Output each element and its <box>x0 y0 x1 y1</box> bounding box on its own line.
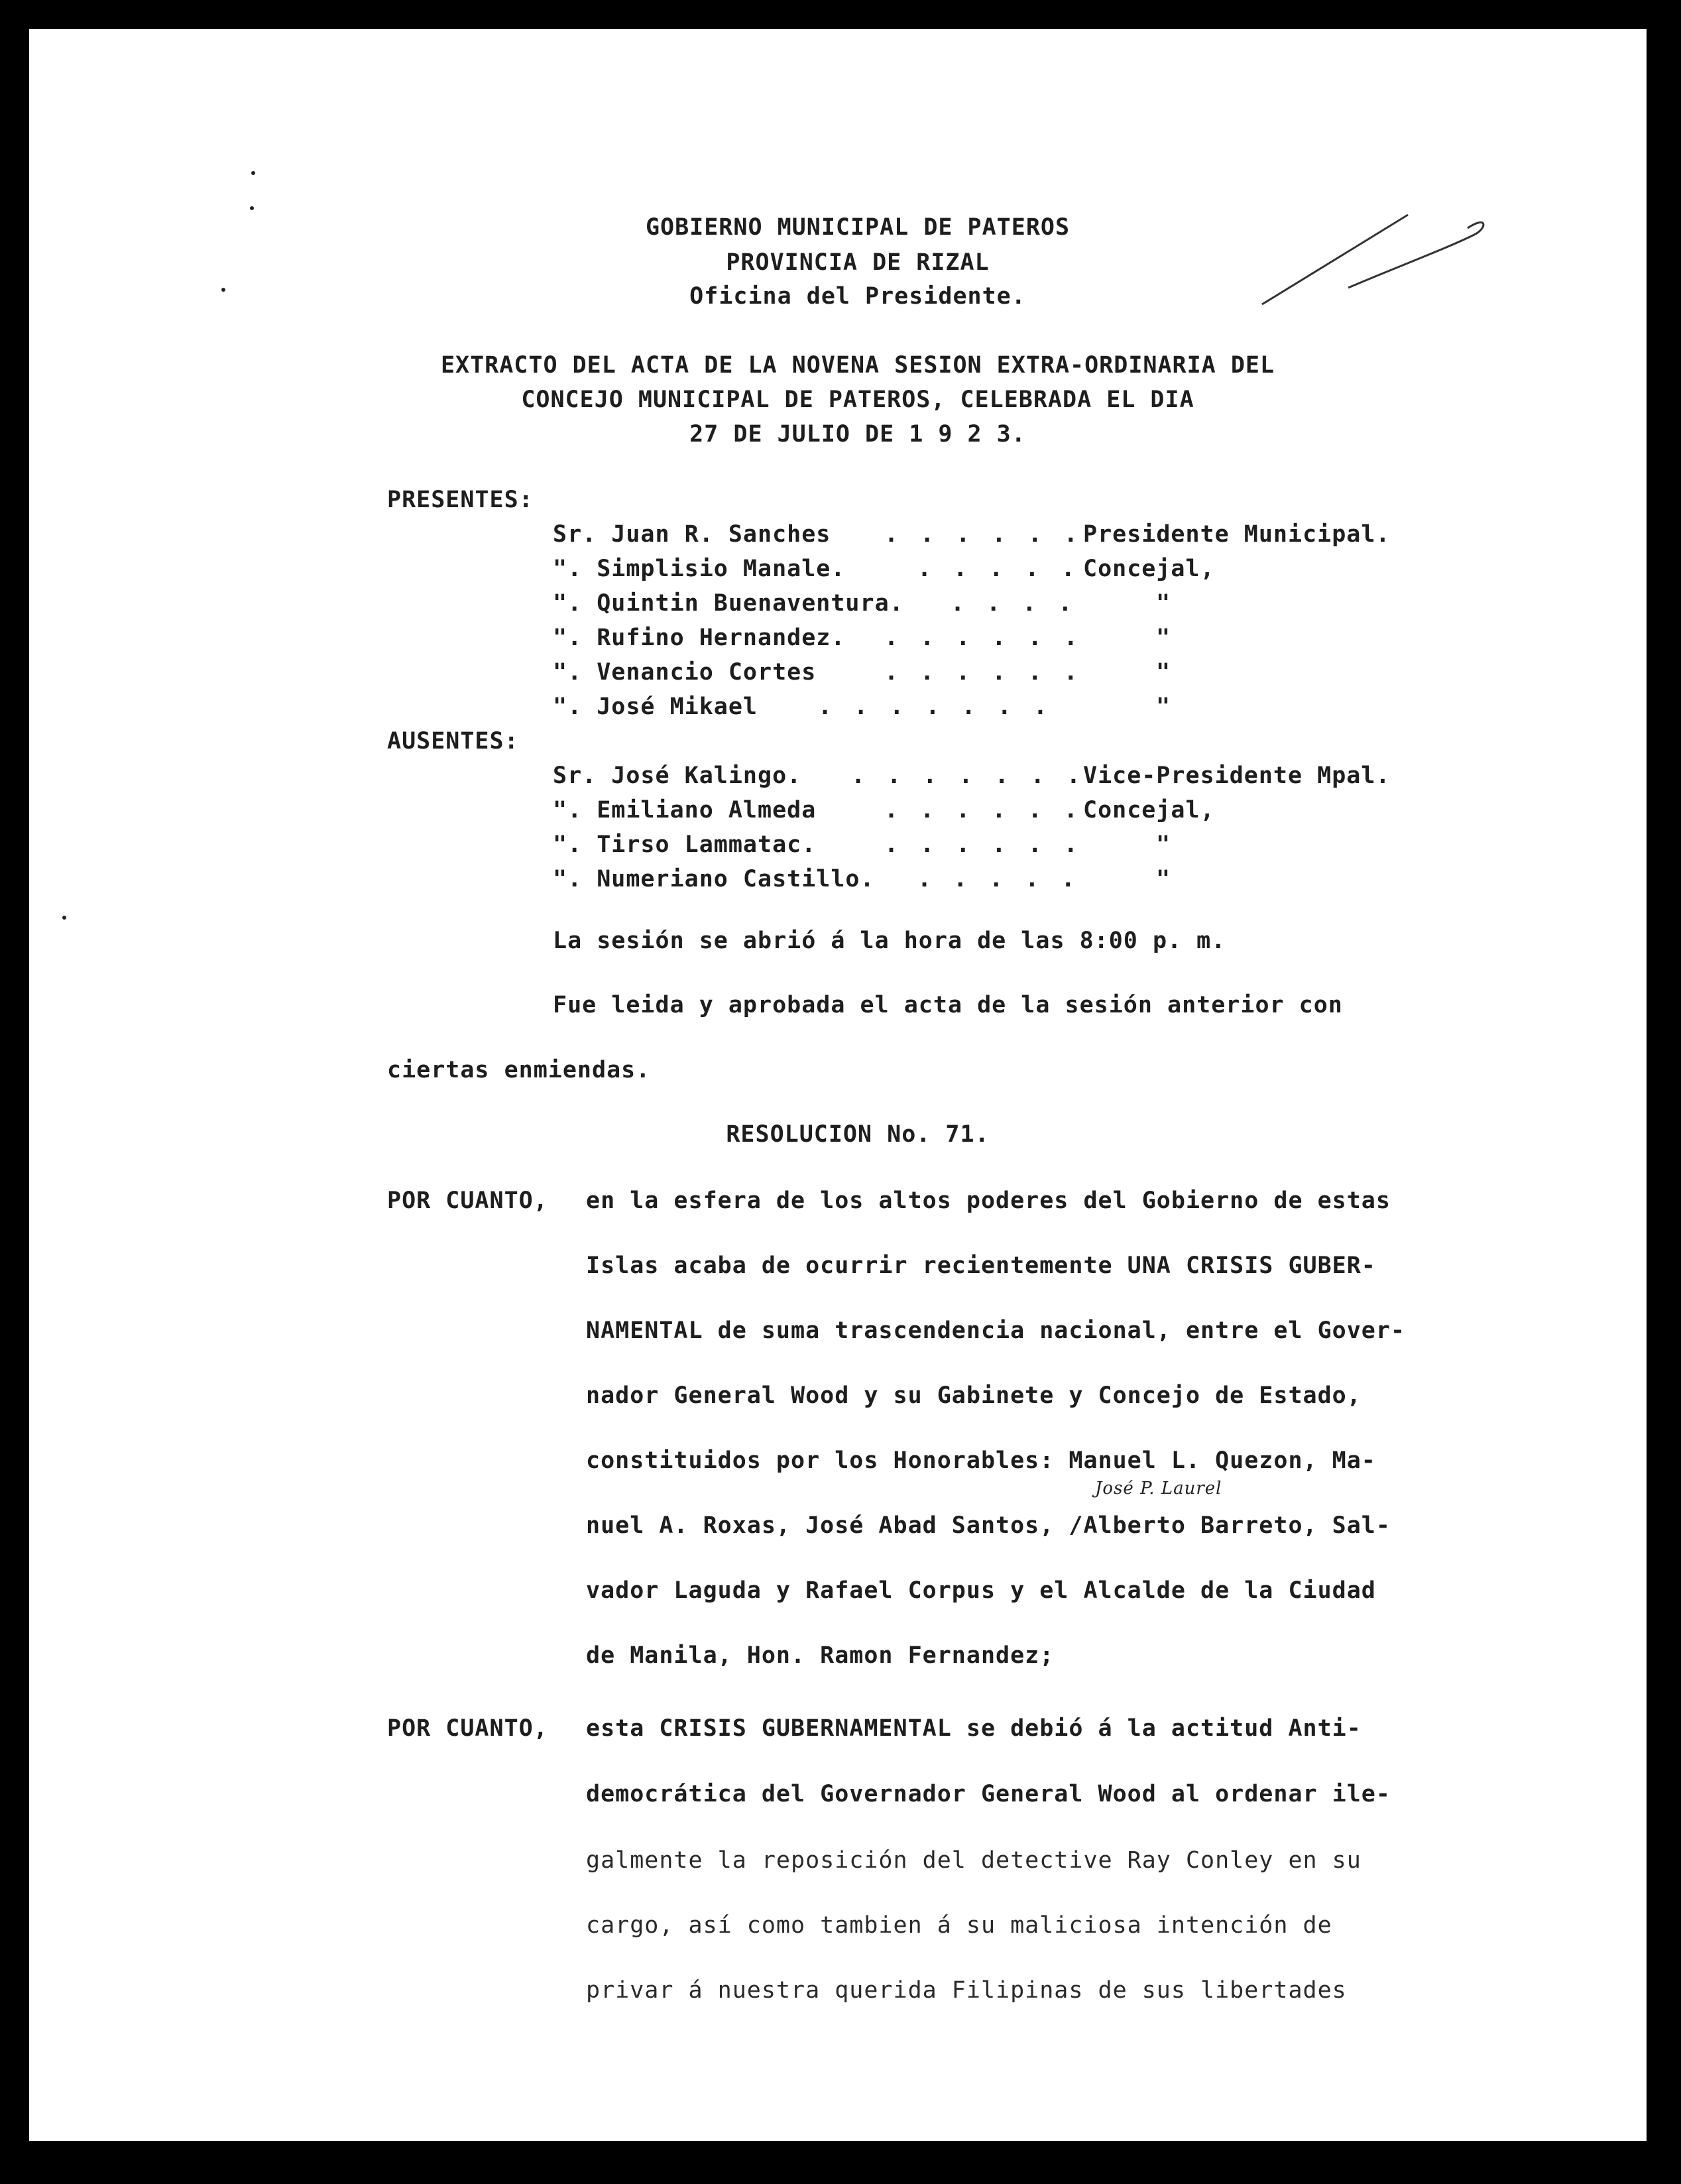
ink-speck <box>62 916 66 920</box>
resolution-number: RESOLUCION No. 71. <box>726 1121 990 1148</box>
member-role: Concejal, <box>1083 797 1215 823</box>
member-role: Presidente Municipal. <box>1083 521 1391 548</box>
whereas-line: de Manila, Hon. Ramon Fernandez; <box>586 1642 1055 1669</box>
handwritten-insert: José P. Laurel <box>1095 1479 1222 1498</box>
whereas-label: POR CUANTO, <box>387 1715 548 1742</box>
member-role: " <box>1156 590 1171 617</box>
whereas-line: vador Laguda y Rafael Corpus y el Alcalde de la Ciudad <box>586 1577 1376 1604</box>
leader-dots: . . . . . <box>917 556 1079 582</box>
member-name: ". Simplisio Manale. <box>553 556 846 582</box>
header-line-3: Oficina del Presidente. <box>689 283 1026 310</box>
member-name: ". José Mikael <box>553 694 758 720</box>
member-role: " <box>1156 694 1171 720</box>
member-name: ". Quintin Buenaventura. <box>553 590 904 617</box>
title-line-1: EXTRACTO DEL ACTA DE LA NOVENA SESION EXTRA-ORDINARIA DEL <box>440 352 1275 379</box>
ink-speck <box>221 288 225 292</box>
leader-dots: . . . . . . <box>884 659 1082 686</box>
whereas-line: constituidos por los Honorables: Manuel L. Quezon, Ma- <box>586 1447 1376 1474</box>
whereas-line: nuel A. Roxas, José Abad Santos, /Alberto Barreto, Sal- <box>586 1512 1391 1539</box>
ausentes-label: AUSENTES: <box>387 728 519 755</box>
leader-dots: . . . . . . <box>884 521 1082 548</box>
member-name: ". Numeriano Castillo. <box>553 866 875 892</box>
leader-dots: . . . . . <box>917 866 1079 892</box>
presentes-label: PRESENTES: <box>387 487 534 513</box>
whereas-line: Islas acaba de ocurrir recientemente UNA CRISIS GUBER- <box>586 1252 1376 1279</box>
whereas-line: en la esfera de los altos poderes del Gobierno de estas <box>586 1187 1391 1214</box>
approval-line-1: Fue leida y aprobada el acta de la sesión anterior con <box>553 992 1343 1018</box>
member-role: Concejal, <box>1083 556 1215 582</box>
pen-stroke-mark <box>1249 188 1514 321</box>
ink-speck <box>250 206 254 210</box>
member-name: Sr. José Kalingo. <box>553 762 802 789</box>
member-role: " <box>1156 659 1171 686</box>
session-opening: La sesión se abrió á la hora de las 8:00 p. m. <box>553 928 1226 954</box>
approval-line-2: ciertas enmiendas. <box>387 1057 651 1083</box>
member-name: Sr. Juan R. Sanches <box>553 521 831 548</box>
member-role: " <box>1156 625 1171 651</box>
whereas-label: POR CUANTO, <box>387 1187 548 1214</box>
member-name: ". Rufino Hernandez. <box>553 625 846 651</box>
leader-dots: . . . . <box>951 590 1076 617</box>
leader-dots: . . . . . . . <box>851 762 1084 789</box>
member-name: ". Venancio Cortes <box>553 659 817 686</box>
leader-dots: . . . . . . <box>884 625 1082 651</box>
member-name: ". Emiliano Almeda <box>553 797 817 823</box>
whereas-line: galmente la reposición del detective Ray Conley en su <box>586 1847 1362 1874</box>
header-line-2: PROVINCIA DE RIZAL <box>726 249 990 276</box>
whereas-line: NAMENTAL de suma trascendencia nacional, entre el Gover- <box>586 1317 1406 1344</box>
member-role: " <box>1156 831 1171 858</box>
whereas-line: nador General Wood y su Gabinete y Concejo de Estado, <box>586 1382 1362 1409</box>
header-line-1: GOBIERNO MUNICIPAL DE PATEROS <box>645 214 1071 241</box>
document-page <box>29 29 1647 2141</box>
leader-dots: . . . . . . <box>884 831 1082 858</box>
document-body <box>29 29 1647 2141</box>
whereas-line: cargo, así como tambien á su maliciosa intención de <box>586 1912 1332 1939</box>
member-role: " <box>1156 866 1171 892</box>
whereas-line: esta CRISIS GUBERNAMENTAL se debió á la actitud Anti- <box>586 1715 1362 1742</box>
leader-dots: . . . . . . . <box>818 694 1051 720</box>
title-line-3: 27 DE JULIO DE 1 9 2 3. <box>689 421 1026 448</box>
title-line-2: CONCEJO MUNICIPAL DE PATEROS, CELEBRADA EL DIA <box>521 387 1194 413</box>
member-name: ". Tirso Lammatac. <box>553 831 817 858</box>
leader-dots: . . . . . . <box>884 797 1082 823</box>
member-role: Vice-Presidente Mpal. <box>1083 762 1391 789</box>
whereas-line: democrática del Governador General Wood al ordenar ile- <box>586 1781 1391 1807</box>
ink-speck <box>251 171 255 175</box>
whereas-line: privar á nuestra querida Filipinas de sus libertades <box>586 1977 1347 2004</box>
